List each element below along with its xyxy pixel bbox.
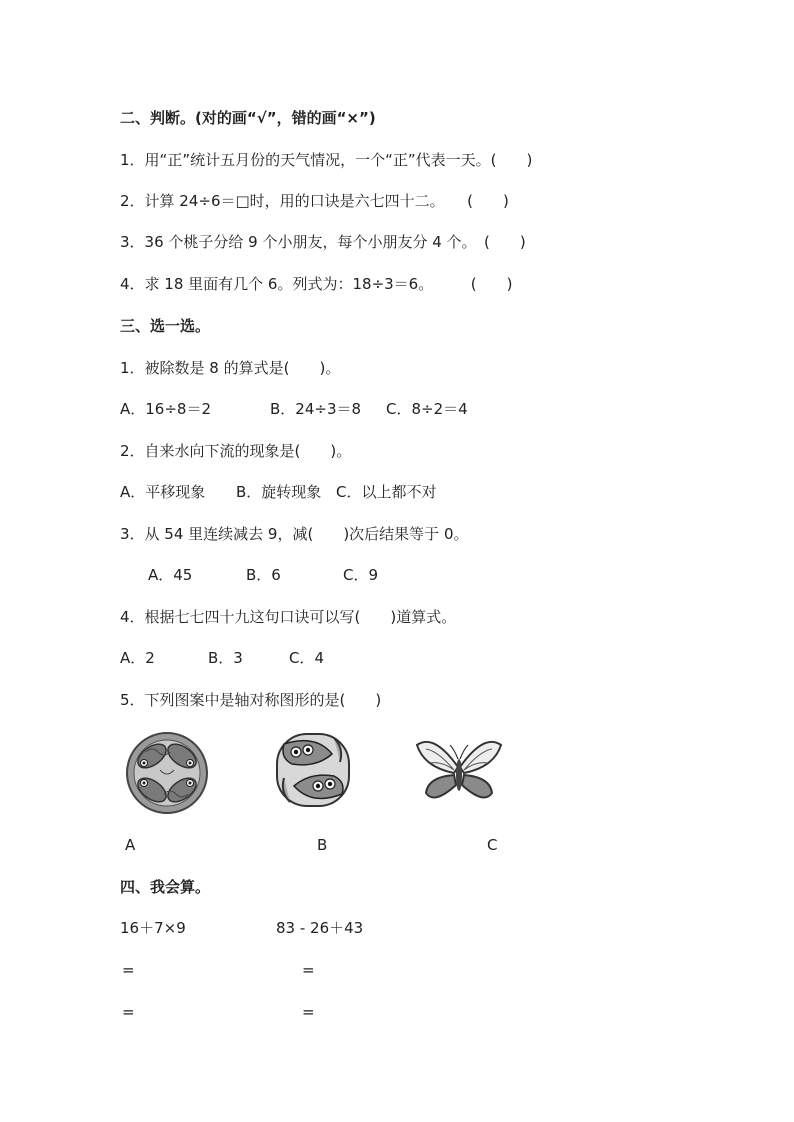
judge-item-3: 3．36 个桃子分给 9 个小朋友，每个小朋友分 4 个。 ( ) bbox=[120, 233, 526, 251]
picture-label-c: C bbox=[487, 836, 498, 854]
picture-label-b: B bbox=[317, 836, 328, 854]
choice-q4-option-c: C．4 bbox=[289, 649, 325, 667]
choice-q3-option-a: A．45 bbox=[148, 566, 193, 584]
choice-q3: 3．从 54 里连续减去 9，减( )次后结果等于 0。 bbox=[120, 525, 469, 543]
choice-q4-option-b: B．3 bbox=[208, 649, 243, 667]
calc-1-step-1: = bbox=[122, 961, 135, 979]
section-2-title: 二、判断。(对的画“√”，错的画“×”) bbox=[120, 109, 376, 127]
choice-q1-option-c: C．8÷2＝4 bbox=[386, 400, 468, 418]
calc-expression-1: 16＋7×9 bbox=[120, 919, 186, 937]
judge-item-1: 1．用“正”统计五月份的天气情况，一个“正”代表一天。( ) bbox=[120, 151, 533, 169]
choice-q1: 1．被除数是 8 的算式是( )。 bbox=[120, 359, 341, 377]
calc-1-step-2: = bbox=[122, 1003, 135, 1021]
twin-fish-pattern-image bbox=[272, 728, 354, 812]
choice-q3-option-b: B．6 bbox=[246, 566, 281, 584]
calc-2-step-1: = bbox=[302, 961, 315, 979]
section-4-title: 四、我会算。 bbox=[120, 878, 211, 896]
choice-q2-option-a: A．平移现象 bbox=[120, 483, 206, 501]
section-3-title: 三、选一选。 bbox=[120, 317, 211, 335]
fish-circle-pattern-image bbox=[122, 730, 212, 816]
choice-q3-option-c: C．9 bbox=[343, 566, 379, 584]
choice-q5: 5．下列图案中是轴对称图形的是( ) bbox=[120, 691, 382, 709]
choice-q4-option-a: A．2 bbox=[120, 649, 155, 667]
choice-q1-option-b: B．24÷3＝8 bbox=[270, 400, 362, 418]
choice-q2-option-c: C．以上都不对 bbox=[336, 483, 437, 501]
judge-item-2: 2．计算 24÷6＝□时，用的口诀是六七四十二。 ( ) bbox=[120, 192, 509, 210]
choice-q2-option-b: B．旋转现象 bbox=[236, 483, 322, 501]
judge-item-4: 4．求 18 里面有几个 6。列式为：18÷3＝6。 ( ) bbox=[120, 275, 513, 293]
choice-q4: 4．根据七七四十九这句口诀可以写( )道算式。 bbox=[120, 608, 457, 626]
calc-expression-2: 83 - 26＋43 bbox=[276, 919, 364, 937]
butterfly-image bbox=[414, 737, 504, 807]
picture-label-a: A bbox=[125, 836, 136, 854]
calc-2-step-2: = bbox=[302, 1003, 315, 1021]
choice-q1-option-a: A．16÷8＝2 bbox=[120, 400, 212, 418]
choice-q2: 2．自来水向下流的现象是( )。 bbox=[120, 442, 352, 460]
